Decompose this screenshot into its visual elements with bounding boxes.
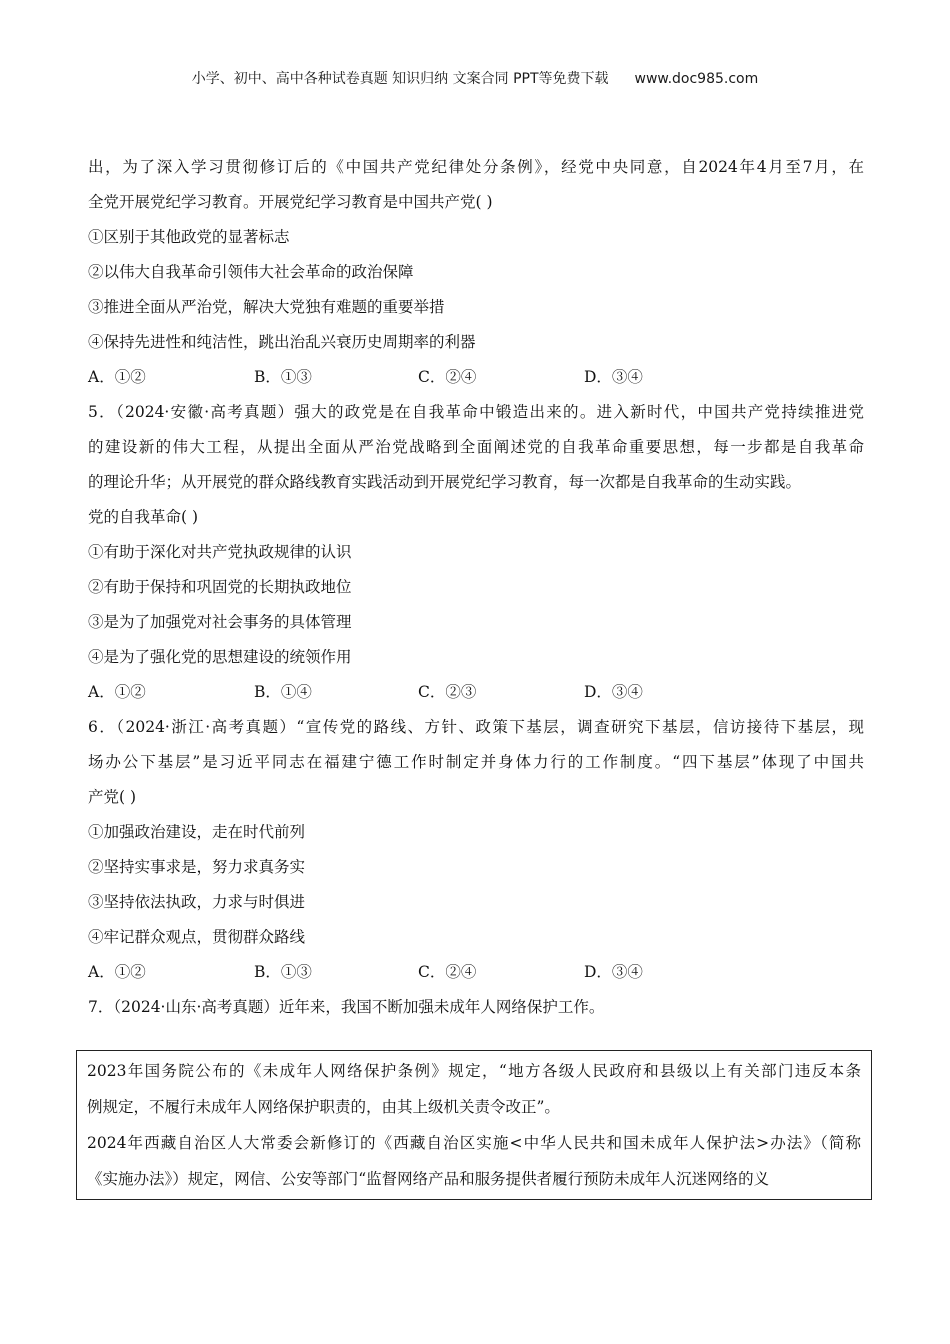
option-c: C．②④ — [418, 963, 477, 981]
statement-4: ④保持先进性和纯洁性，跳出治乱兴衰历史周期率的利器 — [88, 333, 476, 351]
option-a: A．①② — [88, 963, 146, 981]
statement-3: ③是为了加强党对社会事务的具体管理 — [88, 613, 352, 631]
page-header — [0, 68, 950, 88]
option-a: A．①② — [88, 683, 146, 701]
statement-4: ④牢记群众观点，贯彻群众路线 — [88, 928, 306, 946]
option-a: A．①② — [88, 368, 146, 386]
answer-options — [88, 360, 864, 395]
answer-options — [88, 675, 864, 710]
material-box — [76, 1050, 872, 1200]
statement-2: ②有助于保持和巩固党的长期执政地位 — [88, 578, 352, 596]
option-b: B．①④ — [254, 683, 312, 701]
statement-4: ④是为了强化党的思想建设的统领作用 — [88, 648, 352, 666]
exam-content — [88, 150, 864, 1025]
option-d: D．③④ — [584, 963, 643, 981]
statement-1: ①区别于其他政党的显著标志 — [88, 228, 290, 246]
question-6 — [88, 710, 864, 990]
option-c: C．②④ — [418, 368, 477, 386]
option-c: C．②③ — [418, 683, 477, 701]
statement-2: ②坚持实事求是，努力求真务实 — [88, 858, 306, 876]
option-d: D．③④ — [584, 368, 643, 386]
question-stem-line: 党的自我革命( ) — [88, 508, 199, 526]
question-stem-line: 的理论升华；从开展党的群众路线教育实践活动到开展党纪学习教育，每一次都是自我革命的生动实践。 — [88, 473, 802, 491]
header-tagline: 小学、初中、高中各种试卷真题 知识归纳 文案合同 PPT等免费下载 — [191, 71, 609, 87]
question-7 — [88, 990, 864, 1025]
material-line: 《实施办法》）规定，网信、公安等部门“监督网络产品和服务提供者履行预防未成年人沉迷网络的义 — [87, 1170, 770, 1188]
statement-1: ①有助于深化对共产党执政规律的认识 — [88, 543, 352, 561]
statement-3: ③坚持依法执政，力求与时俱进 — [88, 893, 306, 911]
header-site-url[interactable]: www.doc985.com — [634, 71, 759, 87]
question-stem-line: 7．（2024·山东·高考真题）近年来，我国不断加强未成年人网络保护工作。 — [88, 998, 605, 1016]
option-d: D．③④ — [584, 683, 643, 701]
question-4 — [88, 150, 864, 395]
material-line: 2024年西藏自治区人大常委会新修订的《西藏自治区实施<中华人民共和国未成年人保护法>办法》（简称 — [87, 1134, 861, 1152]
question-stem-line: 5．（2024·安徽·高考真题）强大的政党是在自我革命中锻造出来的。进入新时代，中国共产党持续推进党 — [88, 403, 864, 421]
question-stem-line: 的建设新的伟大工程，从提出全面从严治党战略到全面阐述党的自我革命重要思想，每一步都是自我革命 — [88, 438, 864, 456]
statement-2: ②以伟大自我革命引领伟大社会革命的政治保障 — [88, 263, 414, 281]
material-line: 例规定，不履行未成年人网络保护职责的，由其上级机关责令改正”。 — [87, 1098, 560, 1116]
statement-1: ①加强政治建设，走在时代前列 — [88, 823, 306, 841]
question-stem-line: 6．（2024·浙江·高考真题）“宣传党的路线、方针、政策下基层，调查研究下基层，信访接待下基层，现 — [88, 718, 864, 736]
answer-options — [88, 955, 864, 990]
question-stem-line: 产党( ) — [88, 788, 137, 806]
statement-3: ③推进全面从严治党，解决大党独有难题的重要举措 — [88, 298, 445, 316]
question-5 — [88, 395, 864, 710]
question-stem-line: 出，为了深入学习贯彻修订后的《中国共产党纪律处分条例》，经党中央同意，自2024年4月至7月，在 — [88, 158, 864, 176]
question-stem-line: 场办公下基层”是习近平同志在福建宁德工作时制定并身体力行的工作制度。“四下基层”体现了中国共 — [88, 753, 864, 771]
option-b: B．①③ — [254, 963, 312, 981]
option-b: B．①③ — [254, 368, 312, 386]
question-stem-line: 全党开展党纪学习教育。开展党纪学习教育是中国共产党( ) — [88, 193, 493, 211]
material-line: 2023年国务院公布的《未成年人网络保护条例》规定，“地方各级人民政府和县级以上有关部门违反本条 — [87, 1062, 861, 1080]
